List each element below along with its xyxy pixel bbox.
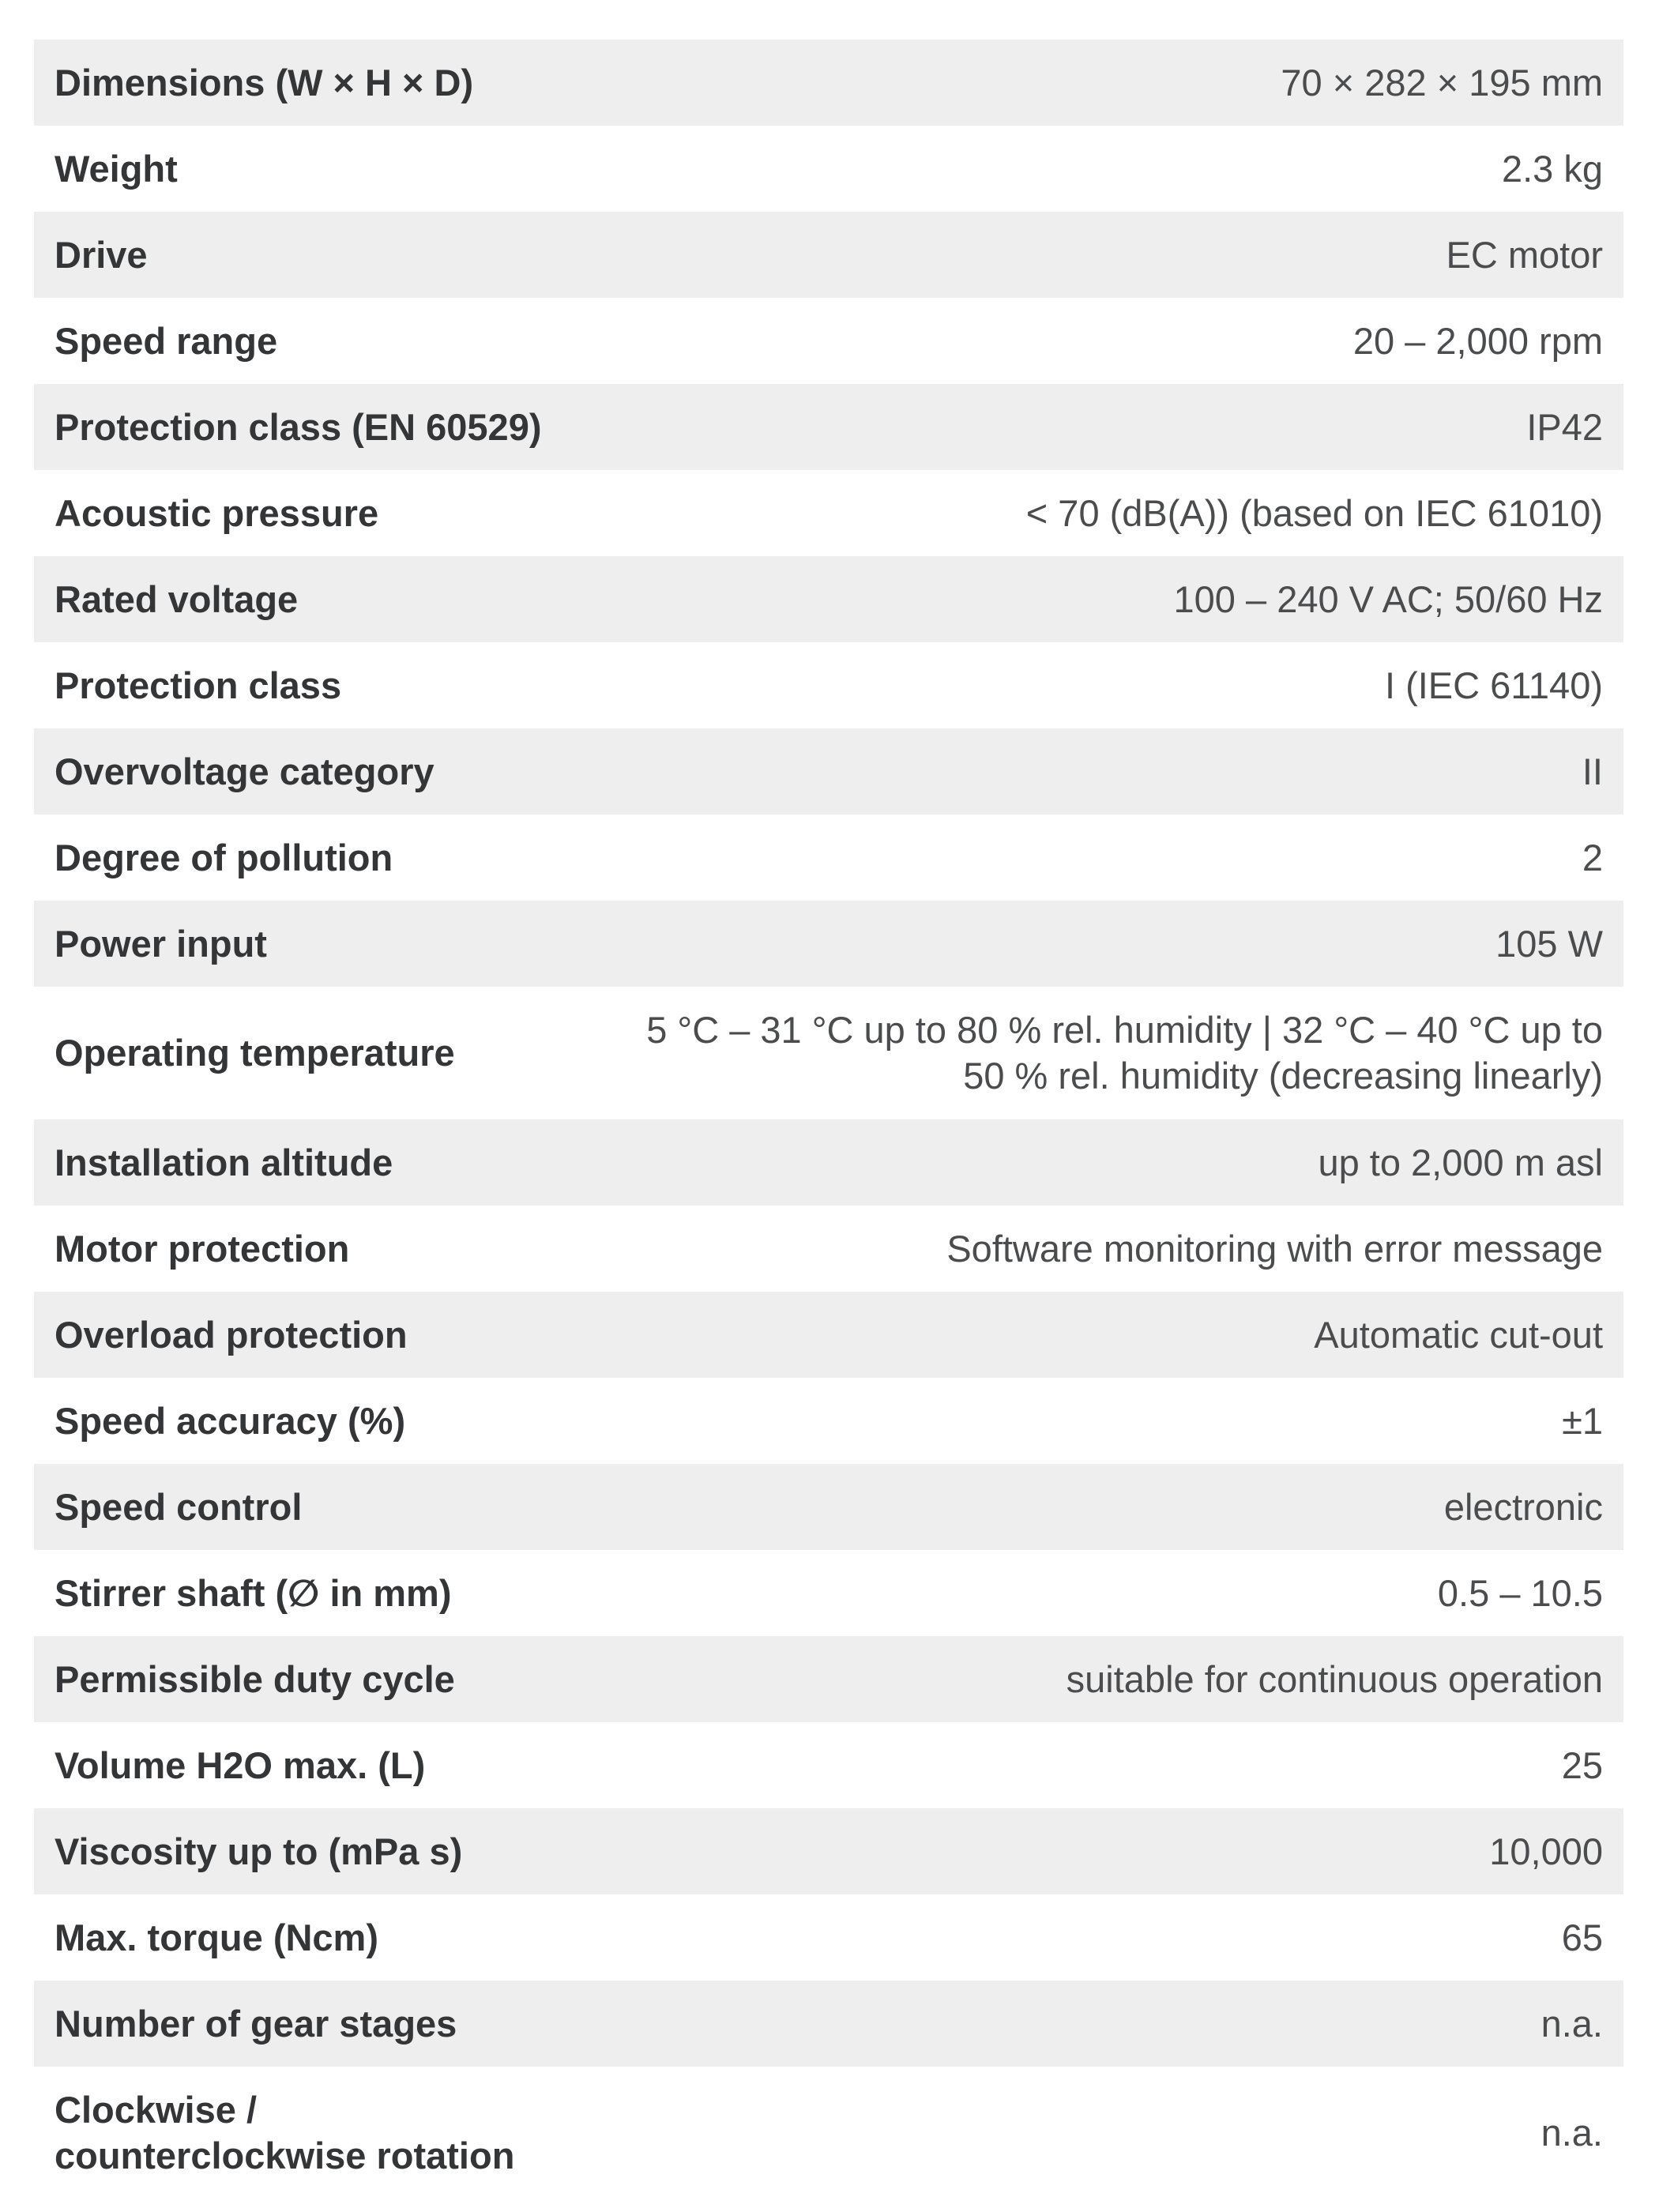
spec-label: Overvoltage category bbox=[55, 750, 434, 792]
spec-row-protection-class bbox=[34, 642, 1623, 728]
spec-row-operating-temperature bbox=[34, 987, 1623, 1119]
spec-label: Stirrer shaft (∅ in mm) bbox=[55, 1571, 452, 1614]
spec-row-overload-protection bbox=[34, 1292, 1623, 1378]
spec-row-acoustic-pressure bbox=[34, 470, 1623, 556]
spec-row-gear-stages bbox=[34, 1981, 1623, 2067]
spec-value: 10,000 bbox=[1489, 1830, 1603, 1872]
spec-row-viscosity bbox=[34, 1808, 1623, 1894]
spec-value: < 70 (dB(A)) (based on IEC 61010) bbox=[1025, 491, 1603, 534]
spec-value: 2 bbox=[1582, 836, 1603, 878]
spec-label: Protection class bbox=[55, 664, 342, 706]
spec-value: 5 °C – 31 °C up to 80 % rel. humidity | 32 °C – 40 °C up to 50 % rel. humidity (decreasing linearly) bbox=[646, 1009, 1603, 1097]
spec-table bbox=[34, 40, 1623, 2199]
spec-value: 0.5 – 10.5 bbox=[1437, 1571, 1603, 1614]
spec-label: Number of gear stages bbox=[55, 2002, 457, 2045]
spec-label: Motor protection bbox=[55, 1227, 350, 1270]
spec-row-motor-protection bbox=[34, 1206, 1623, 1292]
spec-value: ±1 bbox=[1562, 1399, 1603, 1442]
spec-row-rotation-direction bbox=[34, 2067, 1623, 2199]
spec-label: Overload protection bbox=[55, 1313, 408, 1356]
spec-row-max-torque bbox=[34, 1894, 1623, 1981]
spec-label: Speed control bbox=[55, 1485, 303, 1528]
spec-row-power-input bbox=[34, 901, 1623, 987]
spec-row-dimensions bbox=[34, 40, 1623, 126]
spec-value: up to 2,000 m asl bbox=[1318, 1141, 1603, 1183]
spec-value: 100 – 240 V AC; 50/60 Hz bbox=[1173, 577, 1603, 620]
spec-value: 2.3 kg bbox=[1501, 147, 1603, 190]
spec-row-overvoltage-category bbox=[34, 728, 1623, 814]
spec-label: Degree of pollution bbox=[55, 836, 393, 878]
spec-label: Max. torque (Ncm) bbox=[55, 1916, 378, 1958]
spec-label: Permissible duty cycle bbox=[55, 1657, 455, 1700]
spec-label: Drive bbox=[55, 233, 148, 276]
spec-value: I (IEC 61140) bbox=[1384, 664, 1603, 706]
spec-value: EC motor bbox=[1446, 233, 1603, 276]
spec-value: suitable for continuous operation bbox=[1066, 1657, 1603, 1700]
spec-label: Weight bbox=[55, 147, 178, 190]
spec-row-speed-range bbox=[34, 298, 1623, 384]
spec-row-rated-voltage bbox=[34, 556, 1623, 642]
spec-value: n.a. bbox=[1540, 2002, 1603, 2045]
spec-row-drive bbox=[34, 212, 1623, 298]
spec-value: IP42 bbox=[1526, 405, 1603, 448]
spec-row-volume-h2o-max bbox=[34, 1722, 1623, 1808]
spec-row-speed-control bbox=[34, 1464, 1623, 1550]
spec-value: 25 bbox=[1561, 1744, 1603, 1786]
spec-label: Speed range bbox=[55, 319, 278, 362]
spec-label: Speed accuracy (%) bbox=[55, 1399, 406, 1442]
spec-label: Volume H2O max. (L) bbox=[55, 1744, 426, 1786]
spec-row-weight bbox=[34, 126, 1623, 212]
spec-label: Installation altitude bbox=[55, 1141, 393, 1183]
spec-row-speed-accuracy bbox=[34, 1378, 1623, 1464]
spec-label: Dimensions (W × H × D) bbox=[55, 61, 474, 103]
spec-row-permissible-duty-cycle bbox=[34, 1636, 1623, 1722]
spec-label: Power input bbox=[55, 922, 267, 965]
spec-row-stirrer-shaft bbox=[34, 1550, 1623, 1636]
spec-value: II bbox=[1582, 750, 1603, 792]
spec-label: Clockwise / counterclockwise rotation bbox=[55, 2089, 515, 2176]
spec-value: n.a. bbox=[1540, 2112, 1603, 2154]
spec-value: Software monitoring with error message bbox=[946, 1227, 1603, 1270]
spec-label: Rated voltage bbox=[55, 577, 299, 620]
spec-label: Operating temperature bbox=[55, 1032, 455, 1074]
spec-value: 65 bbox=[1561, 1916, 1603, 1958]
spec-value: 105 W bbox=[1495, 922, 1603, 965]
spec-label: Acoustic pressure bbox=[55, 491, 379, 534]
spec-value: Automatic cut-out bbox=[1314, 1313, 1603, 1356]
spec-value: 70 × 282 × 195 mm bbox=[1281, 61, 1603, 103]
spec-row-protection-class-en bbox=[34, 384, 1623, 470]
spec-value: electronic bbox=[1443, 1485, 1603, 1528]
spec-label: Viscosity up to (mPa s) bbox=[55, 1830, 463, 1872]
spec-row-installation-altitude bbox=[34, 1119, 1623, 1206]
spec-row-degree-of-pollution bbox=[34, 814, 1623, 901]
spec-label: Protection class (EN 60529) bbox=[55, 405, 542, 448]
spec-value: 20 – 2,000 rpm bbox=[1352, 319, 1603, 362]
